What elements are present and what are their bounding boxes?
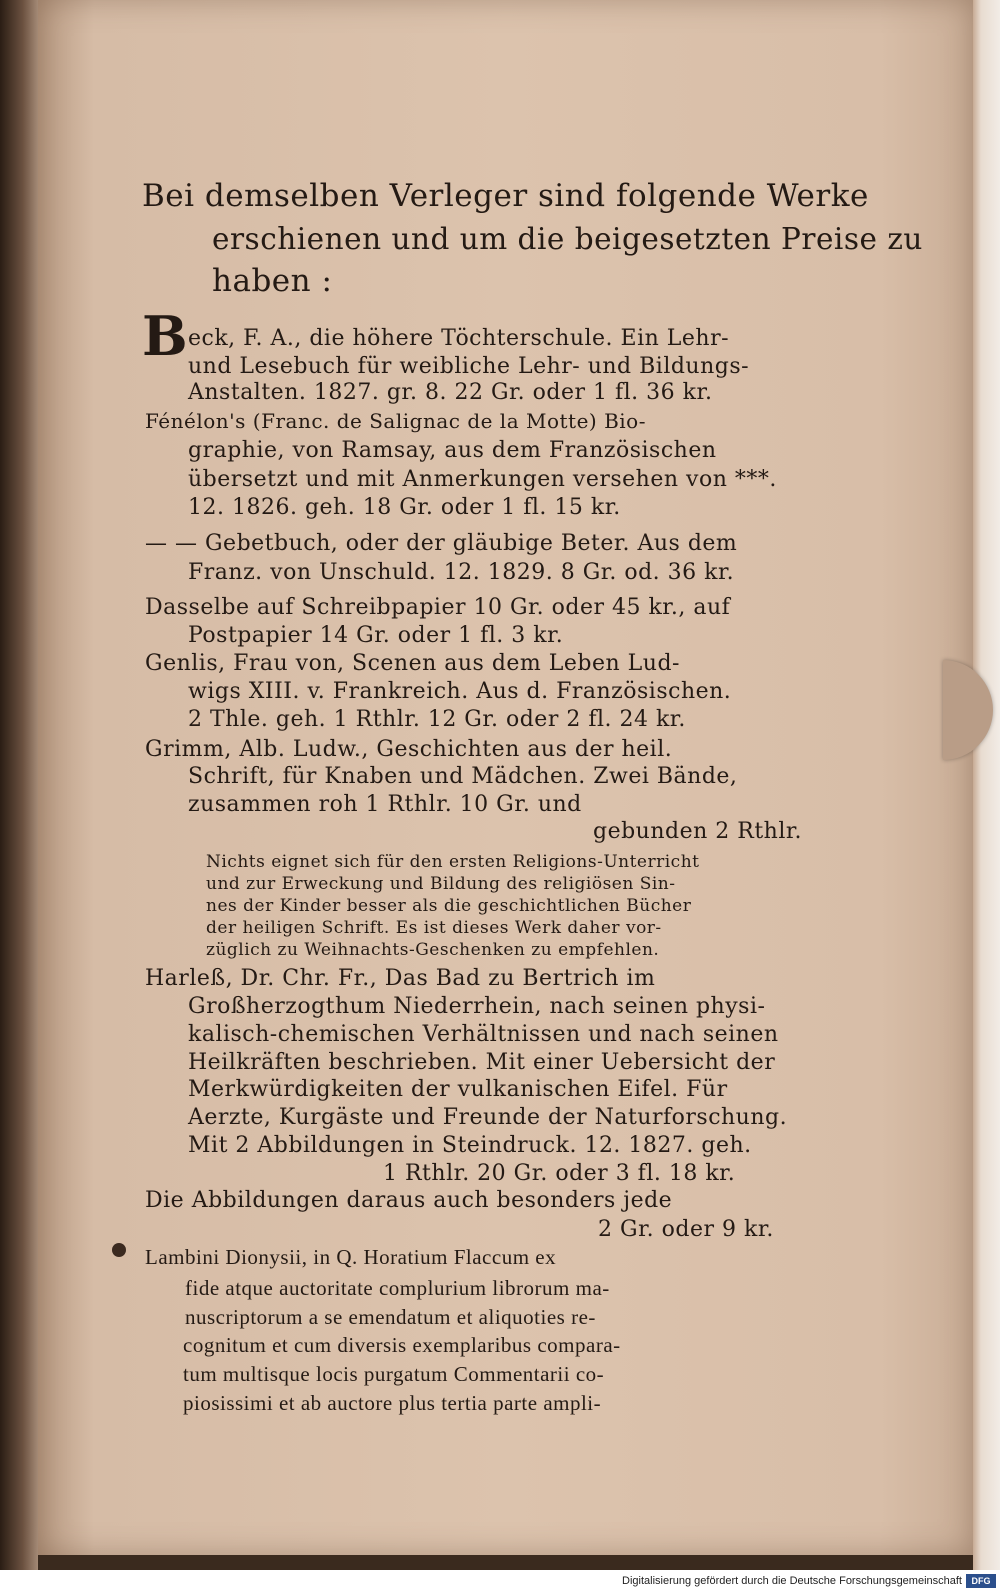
dfg-credit-text: Digitalisierung gefördert durch die Deutsche Forschungsgemeinschaft bbox=[622, 1575, 962, 1587]
heading-line-1: Bei demselben Verleger sind folgende Werke bbox=[142, 178, 869, 214]
lambini-line-4: cognitum et cum diversis exemplaribus compara- bbox=[183, 1333, 621, 1357]
gebetbuch-line-2: Franz. von Unschuld. 12. 1829. 8 Gr. od. 36 kr. bbox=[188, 560, 735, 585]
harless-line-2: Großherzogthum Niederrhein, nach seinen physi- bbox=[188, 994, 766, 1019]
heading-line-3: haben : bbox=[212, 263, 333, 299]
dasselbe-line-1: Dasselbe auf Schreibpapier 10 Gr. oder 45 kr., auf bbox=[145, 595, 731, 620]
fenelon-line-2: graphie, von Ramsay, aus dem Französischen bbox=[188, 438, 717, 463]
drop-cap-initial: B bbox=[142, 304, 189, 368]
lambini-line-6: piosissimi et ab auctore plus tertia parte ampli- bbox=[183, 1391, 602, 1415]
lambini-line-5: tum multisque locis purgatum Commentarii co- bbox=[183, 1362, 605, 1386]
grimm-note-line-2: und zur Erweckung und Bildung des religiösen Sin- bbox=[206, 874, 676, 894]
grimm-note-line-1: Nichts eignet sich für den ersten Religions-Unterricht bbox=[206, 852, 700, 872]
genlis-line-1: Genlis, Frau von, Scenen aus dem Leben Lud- bbox=[145, 651, 680, 676]
harless-line-6: Aerzte, Kurgäste und Freunde der Naturforschung. bbox=[188, 1105, 788, 1130]
fenelon-line-3: übersetzt und mit Anmerkungen versehen von ***. bbox=[188, 467, 777, 492]
dfg-logo: DFG bbox=[966, 1574, 996, 1588]
book-spine-edge bbox=[0, 0, 38, 1570]
lambini-line-2: fide atque auctoritate complurium librorum ma- bbox=[185, 1276, 610, 1300]
harless-line-5: Merkwürdigkeiten der vulkanischen Eifel. Für bbox=[188, 1077, 728, 1102]
fenelon-line-1: Fénélon's (Franc. de Salignac de la Motte) Bio- bbox=[145, 409, 646, 433]
heading-line-2: erschienen und um die beigesetzten Preise zu bbox=[212, 222, 923, 256]
harless-line-7: Mit 2 Abbildungen in Steindruck. 12. 1827. geh. bbox=[188, 1133, 752, 1158]
abbildungen-line-2: 2 Gr. oder 9 kr. bbox=[598, 1217, 774, 1242]
harless-line-3: kalisch-chemischen Verhältnissen und nach seinen bbox=[188, 1022, 779, 1047]
grimm-line-2: Schrift, für Knaben und Mädchen. Zwei Bände, bbox=[188, 764, 738, 789]
digitization-footer bbox=[0, 1572, 1000, 1592]
beck-line-1: eck, F. A., die höhere Töchterschule. Ein Lehr- bbox=[188, 326, 730, 351]
page-right-edge bbox=[973, 0, 1000, 1570]
grimm-line-3: zusammen roh 1 Rthlr. 10 Gr. und bbox=[188, 792, 582, 817]
lambini-line-1: Lambini Dionysii, in Q. Horatium Flaccum ex bbox=[145, 1245, 557, 1269]
beck-line-2: und Lesebuch für weibliche Lehr- und Bildungs- bbox=[188, 354, 750, 379]
genlis-line-3: 2 Thle. geh. 1 Rthlr. 12 Gr. oder 2 fl. 24 kr. bbox=[188, 707, 686, 732]
abbildungen-line-1: Die Abbildungen daraus auch besonders jede bbox=[145, 1188, 673, 1213]
gebetbuch-line-1: — — Gebetbuch, oder der gläubige Beter. Aus dem bbox=[145, 531, 738, 556]
grimm-note-line-4: der heiligen Schrift. Es ist dieses Werk daher vor- bbox=[206, 918, 662, 938]
grimm-line-1: Grimm, Alb. Ludw., Geschichten aus der heil. bbox=[145, 737, 673, 762]
grimm-note-line-5: züglich zu Weihnachts-Geschenken zu empfehlen. bbox=[206, 940, 660, 960]
harless-line-4: Heilkräften beschrieben. Mit einer Uebersicht der bbox=[188, 1050, 776, 1075]
lambini-line-3: nuscriptorum a se emendatum et aliquoties re- bbox=[185, 1305, 596, 1329]
grimm-note-line-3: nes der Kinder besser als die geschichtlichen Bücher bbox=[206, 896, 692, 916]
margin-ink-mark bbox=[112, 1243, 126, 1257]
grimm-line-4: gebunden 2 Rthlr. bbox=[593, 819, 802, 844]
harless-line-1: Harleß, Dr. Chr. Fr., Das Bad zu Bertrich im bbox=[145, 966, 656, 991]
fenelon-line-4: 12. 1826. geh. 18 Gr. oder 1 fl. 15 kr. bbox=[188, 495, 621, 520]
genlis-line-2: wigs XIII. v. Frankreich. Aus d. Französischen. bbox=[188, 679, 732, 704]
beck-line-3: Anstalten. 1827. gr. 8. 22 Gr. oder 1 fl. 36 kr. bbox=[188, 380, 713, 405]
harless-line-8: 1 Rthlr. 20 Gr. oder 3 fl. 18 kr. bbox=[383, 1161, 736, 1186]
dasselbe-line-2: Postpapier 14 Gr. oder 1 fl. 3 kr. bbox=[188, 623, 564, 648]
